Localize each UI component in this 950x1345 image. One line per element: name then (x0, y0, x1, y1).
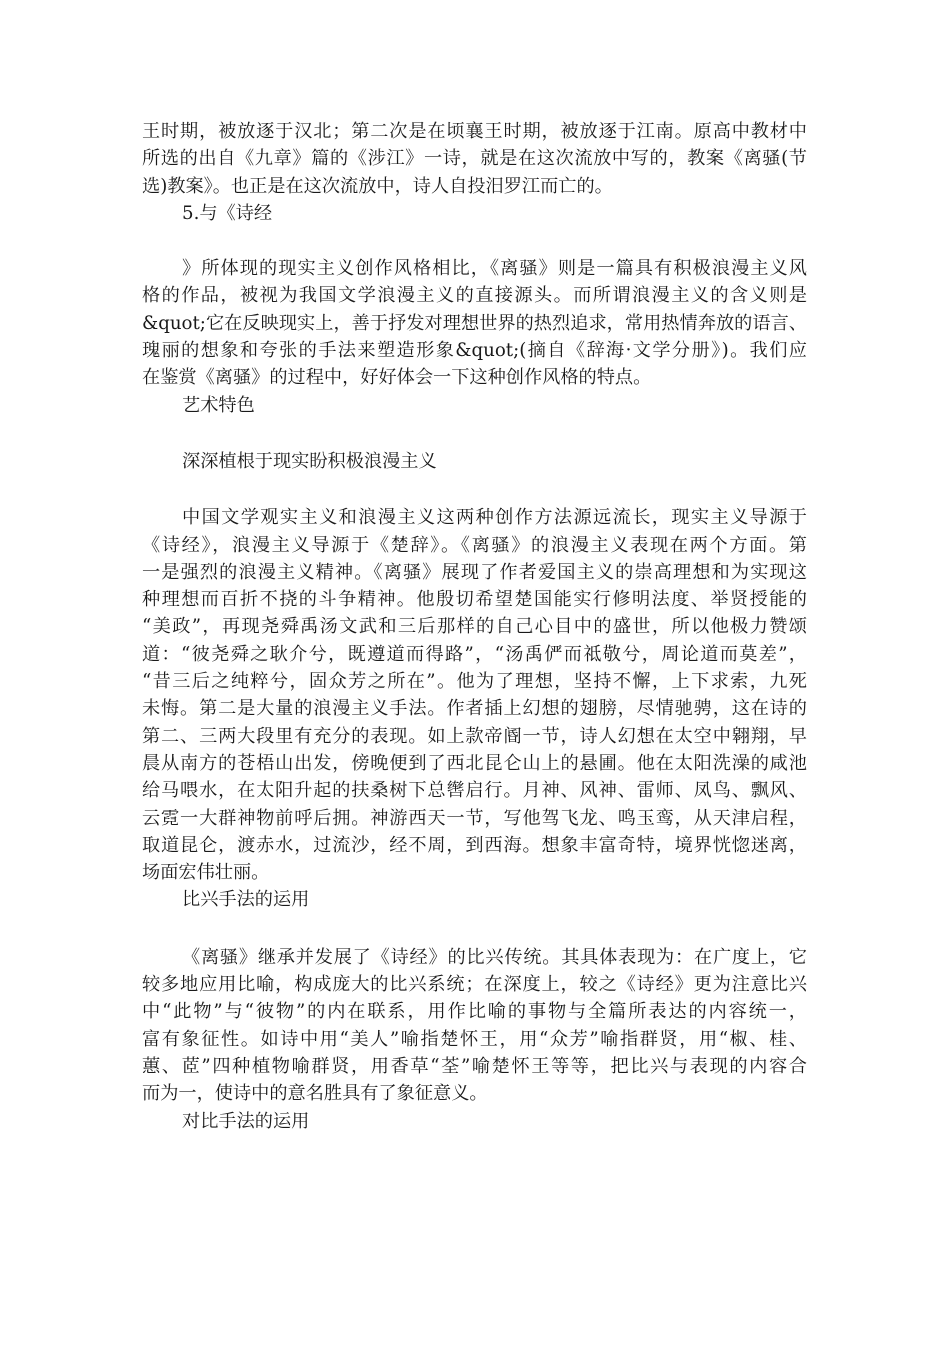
text-line: 第二、三两大段里有充分的表现。如上款帝阍一节，诗人幻想在太空中翱翔，早 (142, 725, 807, 747)
text-line: 》所体现的现实主义创作风格相比，《离骚》则是一篇具有积极浪漫主义风 (182, 258, 807, 280)
text-line: 晨从南方的苍梧山出发，傍晚便到了西北昆仑山上的悬圃。他在太阳洗澡的咸池 (142, 752, 807, 774)
text-line: 较多地应用比喻，构成庞大的比兴系统；在深度上，较之《诗经》更为注意比兴 (142, 974, 807, 996)
text-line: 蕙、茝”四种植物喻群贤，用香草“荃”喻楚怀王等等，把比兴与表现的内容合 (142, 1055, 807, 1077)
item-5-heading: 5.与《诗经 (182, 202, 273, 224)
sub-heading-bixing: 比兴手法的运用 (182, 889, 310, 911)
document-page (142, 118, 807, 1135)
section-heading-art: 艺术特色 (182, 394, 255, 416)
text-line: 所选的出自《九章》篇的《涉江》一诗，就是在这次流放中写的，教案《离骚(节 (142, 148, 807, 170)
text-line: 中“此物”与“彼物”的内在联系，用作比喻的事物与全篇所表达的内容统一， (142, 1001, 807, 1023)
paragraph-intro (142, 118, 807, 200)
text-line: “昔三后之纯粹兮，固众芳之所在”。他为了理想，坚持不懈，上下求索，九死 (142, 671, 807, 693)
text-line: 一是强烈的浪漫主义精神。《离骚》展现了作者爱国主义的崇高理想和为实现这 (142, 561, 807, 583)
spacer (142, 475, 807, 504)
sub-heading-realism-romanticism: 深深植根于现实盼积极浪漫主义 (182, 450, 437, 472)
spacer (142, 419, 807, 448)
text-line: 中国文学观实主义和浪漫主义这两种创作方法源远流长，现实主义导源于 (182, 507, 807, 529)
text-line: 王时期，被放逐于汉北；第二次是在顷襄王时期，被放逐于江南。原高中教材中 (142, 121, 807, 142)
text-line: 《诗经》，浪漫主义导源于《楚辞》。《离骚》的浪漫主义表现在两个方面。第 (142, 534, 807, 556)
text-line: 取道昆仑，渡赤水，过流沙，经不周，到西海。想象丰富奇特，境界恍惚迷离， (142, 834, 807, 856)
spacer (142, 914, 807, 944)
text-line: 云霓一大群神物前呼后拥。神游西天一节，写他驾飞龙、鸣玉鸾，从天津启程， (142, 807, 807, 829)
text-line: 选)教案》。也正是在这次流放中，诗人自投汨罗江而亡的。 (142, 175, 613, 197)
text-line: 而为一，使诗中的意名胜具有了象征意义。 (142, 1083, 488, 1105)
sub-heading-contrast: 对比手法的运用 (182, 1110, 310, 1132)
text-line: 种理想而百折不挠的斗争精神。他殷切希望楚国能实行修明法度、举贤授能的 (142, 589, 807, 611)
paragraph-romanticism (142, 255, 807, 391)
text-line: 《离骚》继承并发展了《诗经》的比兴传统。其具体表现为：在广度上，它 (182, 946, 807, 968)
text-line: “美政”，再现尧舜禹汤文武和三后那样的自己心目中的盛世，所以他极力赞颂 (142, 616, 807, 638)
text-line: &quot;它在反映现实上，善于抒发对理想世界的热烈追求，常用热情奔放的语言、 (142, 312, 807, 334)
text-line: 未悔。第二是大量的浪漫主义手法。作者插上幻想的翅膀，尽情驰骋，这在诗的 (142, 698, 807, 720)
text-line: 瑰丽的想象和夸张的手法来塑造形象&quot;(摘自《辞海·文学分册》)。我们应 (142, 340, 807, 362)
text-line: 富有象征性。如诗中用“美人”喻指楚怀王，用“众芳”喻指群贤，用“椒、桂、 (142, 1028, 807, 1050)
text-line: 场面宏伟壮丽。 (142, 862, 270, 884)
text-line: 格的作品，被视为我国文学浪漫主义的直接源头。而所谓浪漫主义的含义则是 (142, 285, 807, 307)
text-line: 道：“彼尧舜之耿介兮，既遵道而得路”，“汤禹俨而祗敬兮，周论道而莫差”， (142, 643, 807, 665)
text-line: 在鉴赏《离骚》的过程中，好好体会一下这种创作风格的特点。 (142, 367, 652, 389)
paragraph-roots (142, 504, 807, 886)
paragraph-bixing (142, 944, 807, 1108)
spacer (142, 227, 807, 255)
text-line: 给马喂水，在太阳升起的扶桑树下总辔启行。月神、风神、雷师、凤鸟、飘风、 (142, 780, 807, 802)
